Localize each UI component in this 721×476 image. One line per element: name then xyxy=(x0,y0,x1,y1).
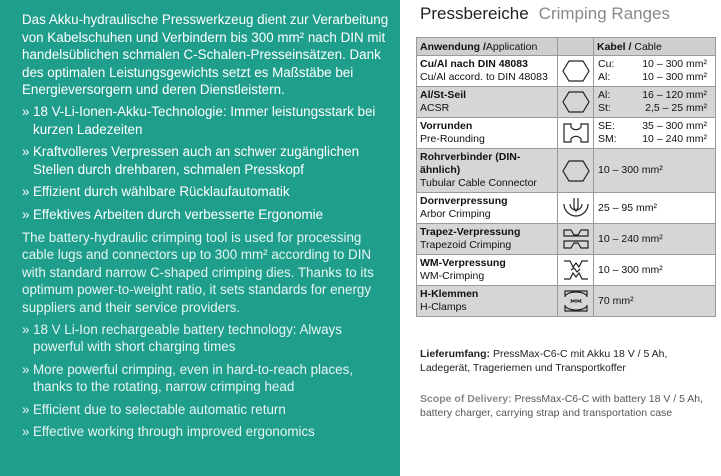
cable-range-cell: Al: 16 – 120 mm² St: 2,5 – 25 mm² xyxy=(594,87,716,118)
cable-range-value: 2,5 – 25 mm² xyxy=(645,102,707,114)
cable-range-cell xyxy=(594,149,716,193)
cable-range-cell xyxy=(594,193,716,224)
hexagon-icon xyxy=(558,149,594,193)
feature-item: » 18 V Li-Ion rechargeable battery technology: Always powerful with short charging times xyxy=(22,321,342,355)
table-row xyxy=(417,224,716,255)
application-cell: Al/St-Seil ACSR xyxy=(417,87,558,118)
table-row xyxy=(417,286,716,317)
application-cell: Rohrverbinder (DIN-ähnlich) Tubular Cable Connector xyxy=(417,149,558,193)
application-cell: Cu/Al nach DIN 48083 Cu/Al accord. to DIN 48083 xyxy=(417,56,558,87)
section-heading xyxy=(420,4,670,24)
cable-range-value: 10 – 240 mm² xyxy=(642,133,707,145)
header-application: Anwendung /Application xyxy=(417,38,558,56)
feature-item: » Effective working through improved ergonomics xyxy=(22,424,315,440)
feature-item: » Effektives Arbeiten durch verbesserte Ergonomie xyxy=(22,206,324,222)
cable-range-value: 10 – 300 mm² xyxy=(642,71,707,83)
bullet-icon: » xyxy=(22,103,30,119)
cable-range-value: 10 – 300 mm² xyxy=(598,263,663,276)
description-en: The battery-hydraulic crimping tool is used for processing cable lugs and connectors up to 300 mm² according to DIN with standard narrow C-shaped crimping dies. Thanks to its optimum power-to-weight ratio, it sets standards for energy suppliers and their service providers. xyxy=(22,229,374,315)
arbor-crimp-icon xyxy=(558,193,594,224)
application-cell: H-Klemmen H-Clamps xyxy=(417,286,558,317)
wm-crimp-icon xyxy=(558,255,594,286)
feature-list-en xyxy=(22,321,390,442)
bullet-icon: » xyxy=(22,144,30,160)
table-row xyxy=(417,87,716,118)
crimping-ranges-table xyxy=(416,37,716,317)
feature-list-de xyxy=(22,103,390,224)
heading-de: Pressbereiche xyxy=(420,4,529,23)
feature-item: » 18 V-Li-Ionen-Akku-Technologie: Immer leistungsstark bei kurzen Ladezeiten xyxy=(22,103,376,137)
feature-item: » More powerful crimping, even in hard-to-reach places, thanks to the rotating, narrow crimping head xyxy=(22,361,354,395)
cable-range-value: 35 – 300 mm² xyxy=(642,120,707,132)
scope-of-delivery-en: Scope of Delivery: PressMax-C6-C with battery 18 V / 5 Ah, battery charger, carrying strap and transportation case xyxy=(420,393,704,419)
application-cell: Trapez-Verpressung Trapezoid Crimping xyxy=(417,224,558,255)
cable-range-value: 10 – 240 mm² xyxy=(598,232,663,245)
application-cell: WM-Verpressung WM-Crimping xyxy=(417,255,558,286)
table-row xyxy=(417,149,716,193)
hexagon-icon xyxy=(558,87,594,118)
bullet-icon: » xyxy=(22,184,30,200)
cable-range-cell xyxy=(594,224,716,255)
pre-rounding-icon xyxy=(558,118,594,149)
table-row xyxy=(417,193,716,224)
table-header-row xyxy=(417,38,716,56)
cable-range-value: 25 – 95 mm² xyxy=(598,201,657,214)
feature-item: » Effizient durch wählbare Rücklaufautomatik xyxy=(22,184,290,200)
cable-range-cell xyxy=(594,286,716,317)
bullet-icon: » xyxy=(22,361,30,377)
cable-range-cell xyxy=(594,255,716,286)
header-cable: Kabel / Cable xyxy=(594,38,716,56)
cable-range-cell: SE: 35 – 300 mm² SM: 10 – 240 mm² xyxy=(594,118,716,149)
application-cell: Dornverpressung Arbor Crimping xyxy=(417,193,558,224)
table-row xyxy=(417,56,716,87)
bullet-icon: » xyxy=(22,424,30,440)
cable-range-value: 70 mm² xyxy=(598,294,634,307)
crimping-ranges-section xyxy=(416,0,721,476)
bullet-icon: » xyxy=(22,401,30,417)
bullet-icon: » xyxy=(22,321,30,337)
cable-range-value: 10 – 300 mm² xyxy=(642,58,707,70)
scope-of-delivery-de: Lieferumfang: PressMax-C6-C mit Akku 18 V / 5 Ah, Ladegerät, Trageriemen und Transportkoffer xyxy=(420,348,668,374)
trapezoid-crimp-icon xyxy=(558,224,594,255)
feature-item: » Efficient due to selectable automatic return xyxy=(22,401,286,417)
hexagon-icon xyxy=(558,56,594,87)
cable-range-cell: Cu: 10 – 300 mm² Al: 10 – 300 mm² xyxy=(594,56,716,87)
h-clamp-icon xyxy=(558,286,594,317)
heading-en: Crimping Ranges xyxy=(538,4,671,23)
description-de: Das Akku-hydraulische Presswerkzeug dient zur Verarbeitung von Kabelschuhen und Verbindern bis 300 mm² nach DIN mit handelsüblichen schmalen C-Schalen-Presseinsätzen. Dank des optimalen Leistungsgewichts setzt es Maßstäbe bei Energieversorgern und deren Dienstleistern. xyxy=(22,12,389,98)
header-icon xyxy=(558,38,594,56)
feature-item: » Kraftvolleres Verpressen auch an schwer zugänglichen Stellen durch drehbaren, schmalen Presskopf xyxy=(22,144,360,177)
bullet-icon: » xyxy=(22,206,30,222)
application-cell: Vorrunden Pre-Rounding xyxy=(417,118,558,149)
cable-range-value: 10 – 300 mm² xyxy=(598,164,663,176)
table-row xyxy=(417,255,716,286)
cable-range-value: 16 – 120 mm² xyxy=(642,89,707,101)
table-row xyxy=(417,118,716,149)
